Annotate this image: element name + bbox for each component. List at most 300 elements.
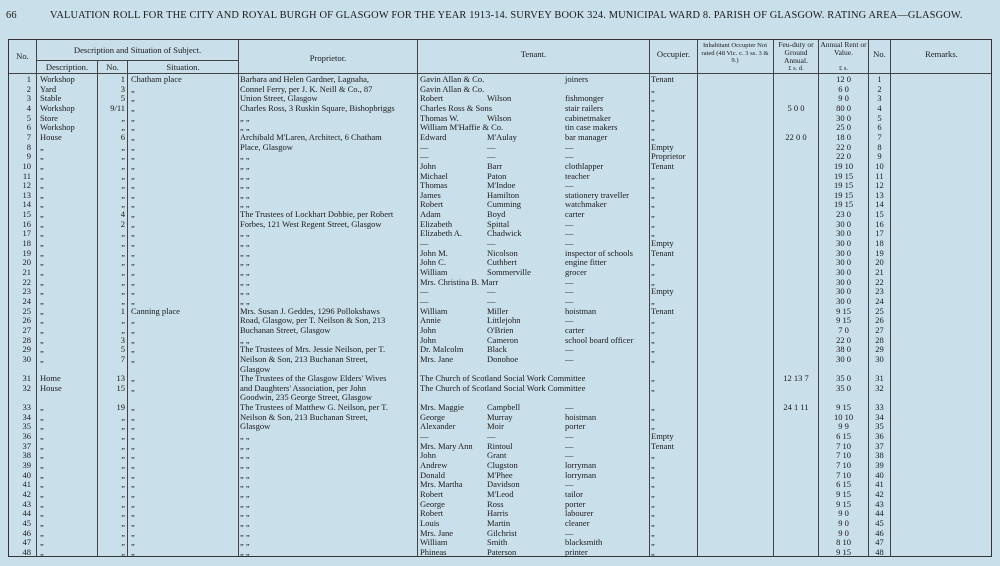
situation-cell: „ bbox=[131, 440, 135, 451]
tenant-name-cell: Mrs. Jane bbox=[420, 353, 454, 364]
occupier-cell: „ bbox=[651, 546, 655, 557]
house-number-cell: „ bbox=[121, 151, 125, 162]
occupier-cell: „ bbox=[651, 209, 655, 220]
situation-cell: „ bbox=[131, 411, 135, 422]
house-number-cell: 2 bbox=[120, 218, 125, 229]
proprietor-cell: Mrs. Susan J. Geddes, 1296 Pollokshaws bbox=[240, 305, 380, 316]
description-cell: „ bbox=[40, 199, 44, 210]
proprietor-cell: The Trustees of Matthew G. Neilson, per T. bbox=[240, 402, 388, 413]
proprietor-cell: „ „ bbox=[240, 189, 250, 200]
occupier-cell: „ bbox=[651, 517, 655, 528]
row-number: 37 bbox=[22, 440, 31, 451]
annual-rent-cell: 9 0 bbox=[838, 517, 849, 528]
row-number: 45 bbox=[22, 517, 31, 528]
tenant-name-cell: — bbox=[420, 286, 429, 297]
occupier-cell: „ bbox=[651, 93, 655, 104]
situation-cell: „ bbox=[131, 479, 135, 490]
tenant-name-cell: Dr. Malcolm bbox=[420, 344, 464, 355]
description-cell: „ bbox=[40, 286, 44, 297]
row-number-right: 47 bbox=[875, 537, 884, 548]
tenant-surname-cell: Moir bbox=[487, 421, 504, 432]
row-number-right: 16 bbox=[875, 218, 884, 229]
tenant-surname-cell: Martin bbox=[487, 517, 511, 528]
house-number-cell: „ bbox=[121, 295, 125, 306]
house-number-cell: „ bbox=[121, 517, 125, 528]
tenant-name-cell: George bbox=[420, 411, 445, 422]
description-cell: „ bbox=[40, 238, 44, 249]
header-annual-rent: Annual Rent or Value. bbox=[820, 40, 867, 57]
row-number: 21 bbox=[22, 267, 31, 277]
row-number-right: 29 bbox=[875, 344, 884, 355]
tenant-name-cell: The Church of Scotland Social Work Committee bbox=[420, 373, 586, 384]
occupation-cell: — bbox=[565, 295, 574, 306]
occupation-cell: cleaner bbox=[565, 517, 590, 528]
proprietor-cell: „ „ bbox=[240, 228, 250, 239]
tenant-name-cell: Edward bbox=[420, 131, 447, 142]
annual-rent-cell: 12 0 bbox=[836, 74, 851, 84]
description-cell: „ bbox=[40, 151, 44, 162]
table-row bbox=[9, 519, 993, 529]
occupation-cell: — bbox=[565, 286, 574, 297]
occupation-cell: labourer bbox=[565, 508, 594, 519]
row-number: 1 bbox=[26, 74, 31, 84]
row-number: 30 bbox=[22, 353, 31, 364]
occupier-cell: „ bbox=[651, 257, 655, 268]
occupier-cell: „ bbox=[651, 112, 655, 123]
row-number: 22 bbox=[22, 276, 31, 287]
tenant-surname-cell: — bbox=[487, 286, 496, 297]
description-cell: Store bbox=[40, 112, 58, 123]
proprietor-cell: „ „ bbox=[240, 276, 250, 287]
house-number-cell: 9/11 bbox=[110, 102, 125, 113]
header-no-right: No. bbox=[873, 49, 886, 59]
row-number-right: 23 bbox=[875, 286, 884, 297]
occupier-cell: „ bbox=[651, 508, 655, 519]
description-cell: House bbox=[40, 131, 62, 142]
tenant-name-cell: William bbox=[420, 267, 448, 277]
annual-rent-cell: 30 0 bbox=[836, 228, 851, 239]
situation-cell: „ bbox=[131, 83, 135, 94]
house-number-cell: 3 bbox=[120, 83, 125, 94]
tenant-name-cell: John C. bbox=[420, 257, 446, 268]
header-rent-units: £ s. bbox=[838, 65, 849, 72]
tenant-surname-cell: Cameron bbox=[487, 334, 519, 345]
situation-cell: „ bbox=[131, 257, 135, 268]
occupation-cell: carter bbox=[565, 324, 585, 335]
row-number-right: 26 bbox=[875, 315, 884, 326]
house-number-cell: „ bbox=[121, 276, 125, 287]
row-number: 19 bbox=[22, 247, 31, 258]
proprietor-cell: The Trustees of the Glasgow Elders' Wives bbox=[240, 373, 387, 384]
tenant-name-cell: — bbox=[420, 141, 429, 152]
situation-cell: „ bbox=[131, 488, 135, 499]
description-cell: „ bbox=[40, 498, 44, 509]
house-number-cell: 13 bbox=[116, 373, 125, 384]
house-number-cell: „ bbox=[121, 450, 125, 461]
tenant-surname-cell: Ross bbox=[487, 498, 504, 509]
tenant-surname-cell: Gilchrist bbox=[487, 527, 517, 538]
occupier-cell: „ bbox=[651, 527, 655, 538]
house-number-cell: „ bbox=[121, 189, 125, 200]
proprietor-cell: Archibald M'Laren, Architect, 6 Chatham bbox=[240, 131, 382, 142]
tenant-name-cell: Robert bbox=[420, 508, 444, 519]
row-number: 28 bbox=[22, 334, 31, 345]
row-number-right: 20 bbox=[875, 257, 884, 268]
occupier-cell: „ bbox=[651, 421, 655, 432]
row-number-right: 30 bbox=[875, 353, 884, 364]
annual-rent-cell: 35 0 bbox=[836, 382, 851, 393]
tenant-name-cell: James bbox=[420, 189, 441, 200]
occupation-cell: cabinetmaker bbox=[565, 112, 611, 123]
proprietor-cell: „ „ bbox=[240, 122, 250, 133]
situation-cell: „ bbox=[131, 344, 135, 355]
occupier-cell: „ bbox=[651, 469, 655, 480]
occupier-cell: „ bbox=[651, 170, 655, 181]
tenant-name-cell: John bbox=[420, 450, 437, 461]
occupier-cell: Tenant bbox=[651, 74, 675, 84]
row-number: 6 bbox=[26, 122, 31, 133]
row-number-right: 19 bbox=[875, 247, 884, 258]
proprietor-cell: Barbara and Helen Gardner, Lagnaha, bbox=[240, 74, 369, 84]
proprietor-cell: „ „ bbox=[240, 508, 250, 519]
proprietor-cell: „ „ bbox=[240, 199, 250, 210]
description-cell: „ bbox=[40, 469, 44, 480]
row-number: 48 bbox=[22, 546, 31, 557]
situation-cell: „ bbox=[131, 228, 135, 239]
row-number-right: 32 bbox=[875, 382, 884, 393]
tenant-name-cell: John M. bbox=[420, 247, 448, 258]
situation-cell: „ bbox=[131, 180, 135, 191]
occupation-cell: — bbox=[565, 276, 574, 287]
proprietor-cell: „ „ bbox=[240, 440, 250, 451]
row-number: 24 bbox=[22, 295, 31, 306]
header-inhabitant-occupier: Inhabitant Occupier Not rated (48 Vic. c. 3 ss. 3 & 9.) bbox=[701, 42, 769, 64]
annual-rent-cell: 9 0 bbox=[838, 93, 849, 104]
house-number-cell: „ bbox=[121, 267, 125, 277]
house-number-cell: „ bbox=[121, 180, 125, 191]
occupier-cell: „ bbox=[651, 131, 655, 142]
description-cell: „ bbox=[40, 160, 44, 171]
tenant-name-cell: — bbox=[420, 295, 429, 306]
annual-rent-cell: 9 15 bbox=[836, 305, 851, 316]
row-number-right: 41 bbox=[875, 479, 884, 490]
row-number-right: 42 bbox=[875, 488, 884, 499]
feu-duty-cell: 5 0 0 bbox=[787, 102, 805, 113]
annual-rent-cell: 6 15 bbox=[836, 431, 851, 442]
description-cell: „ bbox=[40, 450, 44, 461]
house-number-cell: „ bbox=[121, 315, 125, 326]
row-number: 7 bbox=[26, 131, 31, 142]
occupier-cell: „ bbox=[651, 189, 655, 200]
proprietor-cell: „ „ bbox=[240, 170, 250, 181]
header-occupier: Occupier. bbox=[656, 49, 691, 59]
occupation-cell: stair railers bbox=[565, 102, 603, 113]
occupier-cell: „ bbox=[651, 353, 655, 364]
header-number: No. bbox=[106, 62, 119, 72]
annual-rent-cell: 9 0 bbox=[838, 527, 849, 538]
occupation-cell: blacksmith bbox=[565, 537, 603, 548]
tenant-name-cell: Donald bbox=[420, 469, 446, 480]
situation-cell: „ bbox=[131, 460, 135, 470]
description-cell: „ bbox=[40, 508, 44, 519]
row-number-right: 37 bbox=[875, 440, 884, 451]
annual-rent-cell: 30 0 bbox=[836, 247, 851, 258]
tenant-surname-cell: Harris bbox=[487, 508, 509, 519]
annual-rent-cell: 22 0 bbox=[836, 151, 851, 162]
situation-cell: „ bbox=[131, 517, 135, 528]
house-number-cell: 19 bbox=[116, 402, 125, 413]
description-cell: „ bbox=[40, 218, 44, 229]
occupation-cell: stationery traveller bbox=[565, 189, 629, 200]
description-cell: Workshop bbox=[40, 122, 75, 133]
row-number-right: 38 bbox=[875, 450, 884, 461]
row-number-right: 22 bbox=[875, 276, 884, 287]
occupation-cell: printer bbox=[565, 546, 588, 557]
tenant-name-cell: John bbox=[420, 160, 437, 171]
annual-rent-cell: 35 0 bbox=[836, 373, 851, 384]
annual-rent-cell: 30 0 bbox=[836, 238, 851, 249]
feu-duty-cell: 22 0 0 bbox=[785, 131, 807, 142]
row-number: 20 bbox=[22, 257, 31, 268]
row-number: 14 bbox=[22, 199, 31, 210]
tenant-surname-cell: Donohoe bbox=[487, 353, 519, 364]
house-number-cell: 7 bbox=[120, 353, 125, 364]
row-number: 36 bbox=[22, 431, 31, 442]
row-number: 17 bbox=[22, 228, 31, 239]
tenant-name-cell: — bbox=[420, 151, 429, 162]
tenant-surname-cell: Paterson bbox=[487, 546, 517, 557]
tenant-name-cell: Andrew bbox=[420, 460, 448, 470]
tenant-surname-cell: Smith bbox=[487, 537, 508, 548]
description-cell: „ bbox=[40, 295, 44, 306]
situation-cell: „ bbox=[131, 170, 135, 181]
situation-cell: „ bbox=[131, 267, 135, 277]
row-number: 47 bbox=[22, 537, 31, 548]
row-number-right: 3 bbox=[877, 93, 882, 104]
description-cell: „ bbox=[40, 257, 44, 268]
occupier-cell: „ bbox=[651, 450, 655, 461]
row-number: 4 bbox=[26, 102, 31, 113]
row-number-right: 40 bbox=[875, 469, 884, 480]
proprietor-cell: „ „ bbox=[240, 112, 250, 123]
annual-rent-cell: 30 0 bbox=[836, 257, 851, 268]
occupation-cell: lorryman bbox=[565, 460, 597, 470]
table-row bbox=[9, 104, 993, 114]
occupier-cell: Tenant bbox=[651, 247, 675, 258]
row-number-right: 36 bbox=[875, 431, 884, 442]
description-cell: „ bbox=[40, 431, 44, 442]
proprietor-cell: Goodwin, 235 George Street, Glasgow bbox=[240, 392, 373, 403]
valuation-table bbox=[8, 39, 992, 557]
proprietor-cell: „ „ bbox=[240, 537, 250, 548]
situation-cell: „ bbox=[131, 102, 135, 113]
annual-rent-cell: 6 0 bbox=[838, 83, 849, 94]
occupation-cell: — bbox=[565, 315, 574, 326]
proprietor-cell: Glasgow bbox=[240, 363, 271, 374]
row-number-right: 24 bbox=[875, 295, 884, 306]
situation-cell: Chatham place bbox=[131, 74, 182, 84]
annual-rent-cell: 9 15 bbox=[836, 546, 851, 557]
occupier-cell: Tenant bbox=[651, 440, 675, 451]
annual-rent-cell: 19 15 bbox=[833, 199, 854, 210]
occupation-cell: — bbox=[565, 344, 574, 355]
tenant-surname-cell: Cuthbert bbox=[487, 257, 517, 268]
annual-rent-cell: 7 0 bbox=[838, 324, 849, 335]
row-number: 46 bbox=[22, 527, 31, 538]
tenant-name-cell: John bbox=[420, 324, 437, 335]
row-number: 40 bbox=[22, 469, 31, 480]
tenant-surname-cell: Wilson bbox=[487, 93, 512, 104]
proprietor-cell: „ „ bbox=[240, 469, 250, 480]
annual-rent-cell: 19 15 bbox=[833, 180, 854, 191]
situation-cell: „ bbox=[131, 209, 135, 220]
house-number-cell: 4 bbox=[120, 209, 125, 220]
tenant-surname-cell: Paton bbox=[487, 170, 507, 181]
tenant-surname-cell: M'Phee bbox=[487, 469, 513, 480]
situation-cell: „ bbox=[131, 131, 135, 142]
situation-cell: „ bbox=[131, 498, 135, 509]
row-number-right: 14 bbox=[875, 199, 884, 210]
tenant-name-cell: Phineas bbox=[420, 546, 447, 557]
description-cell: „ bbox=[40, 324, 44, 335]
occupier-cell: „ bbox=[651, 218, 655, 229]
occupier-cell: „ bbox=[651, 488, 655, 499]
annual-rent-cell: 9 15 bbox=[836, 315, 851, 326]
house-number-cell: „ bbox=[121, 286, 125, 297]
situation-cell: „ bbox=[131, 199, 135, 210]
description-cell: „ bbox=[40, 353, 44, 364]
occupier-cell: Empty bbox=[651, 141, 674, 152]
occupation-cell: porter bbox=[565, 421, 586, 432]
house-number-cell: „ bbox=[121, 411, 125, 422]
proprietor-cell: „ „ bbox=[240, 295, 250, 306]
description-cell: „ bbox=[40, 517, 44, 528]
row-number-right: 27 bbox=[875, 324, 884, 335]
header-no: No. bbox=[16, 51, 29, 61]
house-number-cell: 5 bbox=[120, 93, 125, 104]
tenant-name-cell: Elizabeth bbox=[420, 218, 453, 229]
annual-rent-cell: 6 15 bbox=[836, 479, 851, 490]
row-number: 15 bbox=[22, 209, 31, 220]
house-number-cell: „ bbox=[121, 160, 125, 171]
proprietor-cell: „ „ bbox=[240, 286, 250, 297]
occupier-cell: „ bbox=[651, 498, 655, 509]
tenant-name-cell: Mrs. Christina B. Marr bbox=[420, 276, 499, 287]
house-number-cell: 6 bbox=[120, 131, 125, 142]
tenant-surname-cell: Clugston bbox=[487, 460, 518, 470]
house-number-cell: „ bbox=[121, 546, 125, 557]
occupation-cell: — bbox=[565, 238, 574, 249]
occupation-cell: inspector of schools bbox=[565, 247, 633, 258]
proprietor-cell: „ „ bbox=[240, 479, 250, 490]
row-number: 39 bbox=[22, 460, 31, 470]
annual-rent-cell: 30 0 bbox=[836, 276, 851, 287]
house-number-cell: „ bbox=[121, 440, 125, 451]
situation-cell: „ bbox=[131, 141, 135, 152]
description-cell: Stable bbox=[40, 93, 62, 104]
house-number-cell: „ bbox=[121, 431, 125, 442]
row-number: 29 bbox=[22, 344, 31, 355]
description-cell: „ bbox=[40, 189, 44, 200]
situation-cell: „ bbox=[131, 286, 135, 297]
row-number: 10 bbox=[22, 160, 31, 171]
row-number: 3 bbox=[26, 93, 31, 104]
row-number-right: 43 bbox=[875, 498, 884, 509]
row-number-right: 6 bbox=[877, 122, 882, 133]
occupation-cell: — bbox=[565, 450, 574, 461]
proprietor-cell: Glasgow bbox=[240, 421, 271, 432]
row-number-right: 12 bbox=[875, 180, 884, 191]
description-cell: Home bbox=[40, 373, 61, 384]
tenant-surname-cell: Spittal bbox=[487, 218, 510, 229]
annual-rent-cell: 38 0 bbox=[836, 344, 851, 355]
description-cell: „ bbox=[40, 170, 44, 181]
tenant-surname-cell: Grant bbox=[487, 450, 507, 461]
tenant-surname-cell: O'Brien bbox=[487, 324, 514, 335]
tenant-name-cell: Charles Ross & Sons bbox=[420, 102, 493, 113]
table-row bbox=[9, 355, 993, 365]
situation-cell: „ bbox=[131, 431, 135, 442]
occupier-cell: „ bbox=[651, 479, 655, 490]
description-cell: „ bbox=[40, 180, 44, 191]
table-row bbox=[9, 326, 993, 336]
row-number-right: 1 bbox=[877, 74, 882, 84]
house-number-cell: „ bbox=[121, 469, 125, 480]
row-number: 18 bbox=[22, 238, 31, 249]
house-number-cell: „ bbox=[121, 527, 125, 538]
description-cell: „ bbox=[40, 305, 44, 316]
proprietor-cell: and Daughters' Association, per John bbox=[240, 382, 366, 393]
proprietor-cell: Neilson & Son, 213 Buchanan Street, bbox=[240, 411, 368, 422]
table-row bbox=[9, 548, 993, 558]
row-number: 42 bbox=[22, 488, 31, 499]
description-cell: „ bbox=[40, 344, 44, 355]
occupation-cell: engine fitter bbox=[565, 257, 607, 268]
tenant-surname-cell: Chadwick bbox=[487, 228, 522, 239]
occupier-cell: Proprietor bbox=[651, 151, 686, 162]
house-number-cell: 5 bbox=[120, 344, 125, 355]
description-cell: „ bbox=[40, 315, 44, 326]
feu-duty-cell: 12 13 7 bbox=[783, 373, 809, 384]
tenant-surname-cell: Campbell bbox=[487, 402, 521, 413]
proprietor-cell: „ „ bbox=[240, 488, 250, 499]
house-number-cell: „ bbox=[121, 141, 125, 152]
situation-cell: „ bbox=[131, 353, 135, 364]
table-row bbox=[9, 384, 993, 394]
row-number: 23 bbox=[22, 286, 31, 297]
proprietor-cell: „ „ bbox=[240, 160, 250, 171]
proprietor-cell: „ „ bbox=[240, 257, 250, 268]
row-number-right: 31 bbox=[875, 373, 884, 384]
tenant-name-cell: Mrs. Jane bbox=[420, 527, 454, 538]
situation-cell: „ bbox=[131, 537, 135, 548]
occupation-cell: — bbox=[565, 402, 574, 413]
description-cell: „ bbox=[40, 479, 44, 490]
occupation-cell: joiners bbox=[565, 74, 589, 84]
annual-rent-cell: 30 0 bbox=[836, 295, 851, 306]
annual-rent-cell: 30 0 bbox=[836, 218, 851, 229]
annual-rent-cell: 9 15 bbox=[836, 498, 851, 509]
row-number-right: 11 bbox=[875, 170, 884, 181]
tenant-name-cell: William bbox=[420, 537, 448, 548]
description-cell: „ bbox=[40, 460, 44, 470]
row-number-right: 44 bbox=[875, 508, 884, 519]
occupier-cell: „ bbox=[651, 180, 655, 191]
description-cell: Workshop bbox=[40, 74, 75, 84]
occupation-cell: teacher bbox=[565, 170, 590, 181]
header-subrule bbox=[36, 60, 238, 61]
table-row bbox=[9, 297, 993, 307]
